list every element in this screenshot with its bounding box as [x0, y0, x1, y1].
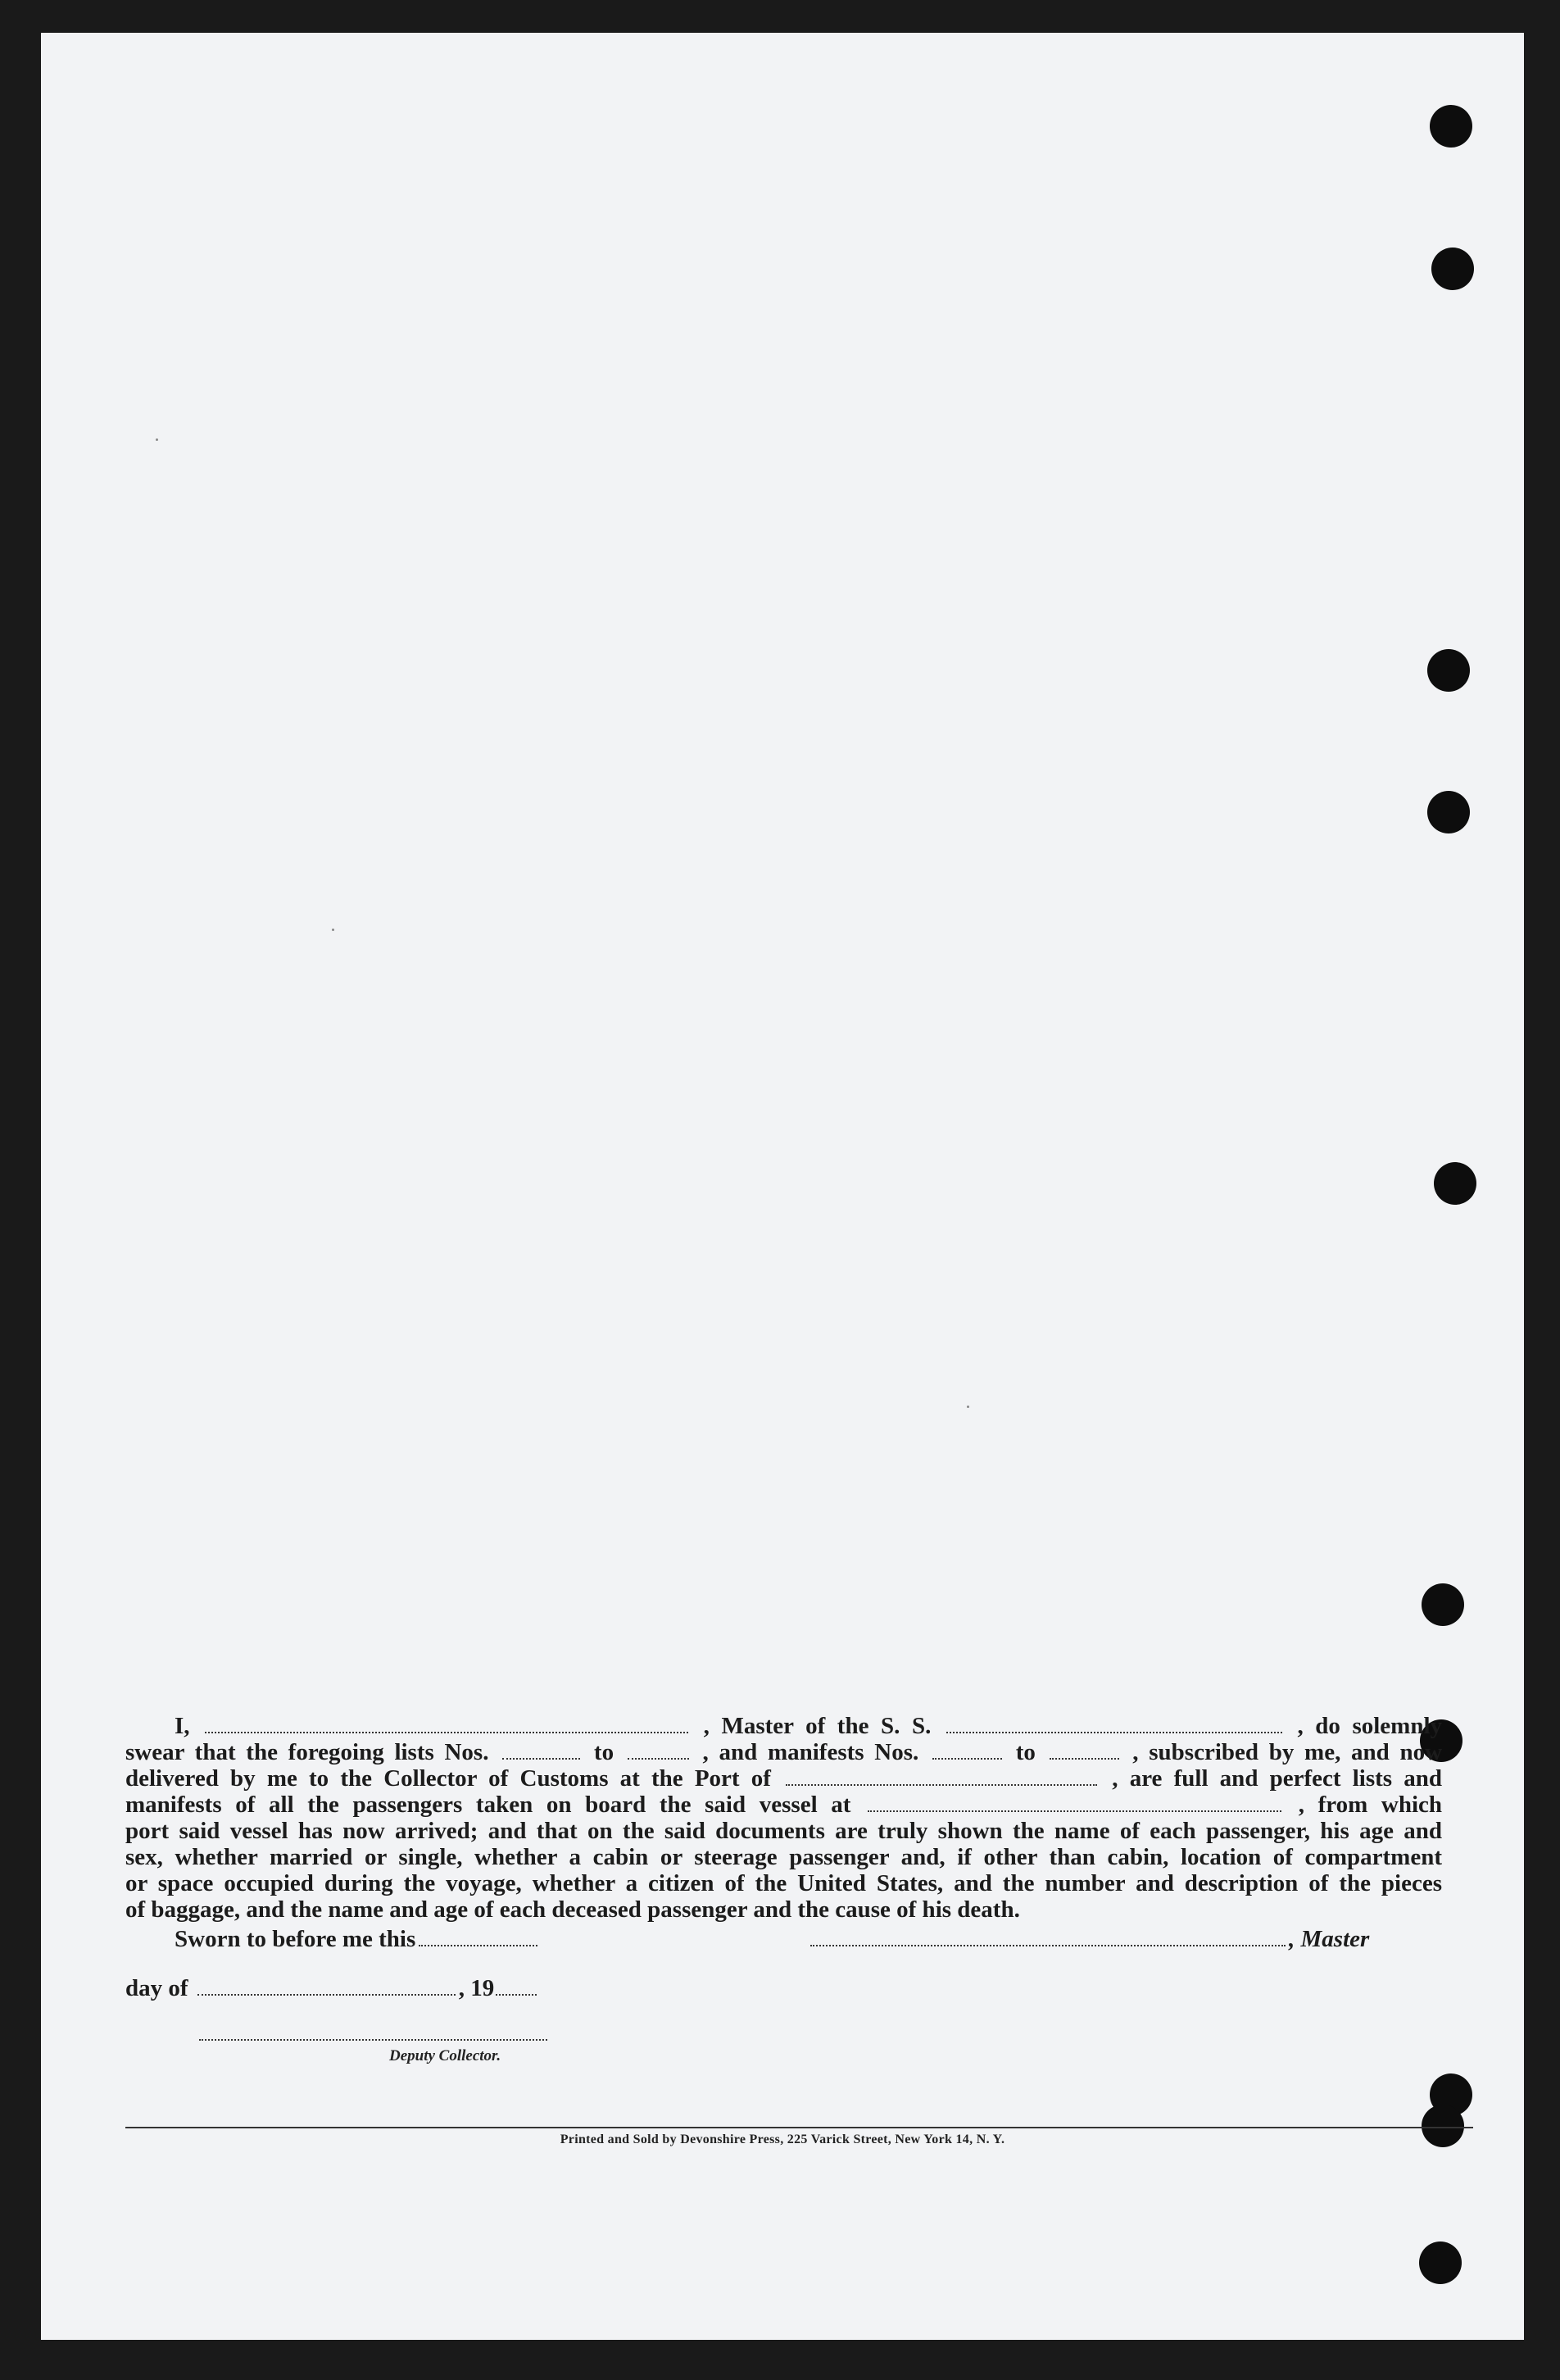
list-from-blank[interactable] — [502, 1740, 580, 1760]
printer-imprint: Printed and Sold by Devonshire Press, 225 Varick Street, New York 14, N. Y. — [560, 2132, 1005, 2146]
oath-line-1 — [125, 1713, 1442, 1739]
port-blank[interactable] — [786, 1766, 1097, 1786]
oath-line-6: sex, whether married or single, whether a cabin or steerage passenger and, if other than cabin, location of compartment — [125, 1844, 1442, 1870]
sworn-date-blank[interactable] — [419, 1927, 537, 1946]
oath-text: , are full and perfect lists and — [1112, 1765, 1443, 1792]
sworn-line — [175, 1926, 541, 1953]
footer-rule — [125, 2127, 1473, 2128]
year-label: , 19 — [458, 1975, 495, 2001]
master-name-blank[interactable] — [205, 1714, 688, 1733]
master-signature-blank[interactable] — [810, 1927, 1286, 1946]
master-label: , Master — [1289, 1926, 1370, 1952]
punch-hole — [1431, 248, 1474, 290]
oath-text: to — [593, 1739, 614, 1765]
paper-speck — [332, 929, 334, 931]
oath-line-2 — [125, 1739, 1442, 1765]
punch-hole — [1430, 105, 1472, 148]
punch-hole — [1434, 1162, 1476, 1205]
oath-text: I, — [175, 1713, 190, 1739]
month-blank[interactable] — [197, 1976, 456, 1996]
oath-line-4 — [125, 1792, 1442, 1818]
manifest-to-blank[interactable] — [1050, 1740, 1119, 1760]
deputy-signature-blank[interactable] — [199, 2021, 547, 2041]
punch-hole — [1422, 1583, 1464, 1626]
oath-text: , and manifests Nos. — [702, 1739, 919, 1765]
oath-paragraph — [125, 1713, 1442, 1923]
oath-text: manifests of all the passengers taken on board the said vessel at — [125, 1792, 851, 1818]
oath-text: , do solemnly — [1297, 1713, 1443, 1739]
oath-text: , Master of the S. S. — [703, 1713, 932, 1739]
deputy-signature-line — [199, 2020, 547, 2047]
punch-hole — [1427, 791, 1470, 833]
sworn-label: Sworn to before me this — [175, 1926, 416, 1952]
oath-text: , subscribed by me, and now — [1132, 1739, 1443, 1765]
ship-name-blank[interactable] — [946, 1714, 1282, 1733]
master-signature-line — [807, 1926, 1369, 1953]
oath-text: delivered by me to the Collector of Customs at the Port of — [125, 1765, 771, 1792]
year-blank[interactable] — [496, 1976, 537, 1996]
manifest-from-blank[interactable] — [932, 1740, 1002, 1760]
oath-text: to — [1015, 1739, 1036, 1765]
oath-line-3 — [125, 1765, 1442, 1792]
day-of-label: day of — [125, 1975, 188, 2001]
deputy-collector-caption: Deputy Collector. — [389, 2047, 501, 2064]
document-page — [41, 33, 1524, 2340]
paper-speck — [156, 438, 158, 441]
paper-speck — [967, 1406, 969, 1408]
oath-line-5: port said vessel has now arrived; and that on the said documents are truly shown the name of each passenger, his age and — [125, 1818, 1442, 1844]
oath-line-7: or space occupied during the voyage, whether a citizen of the United States, and the number and description of the pieces — [125, 1870, 1442, 1896]
day-of-line — [125, 1975, 540, 2002]
oath-text: , from which — [1298, 1792, 1443, 1818]
departure-port-blank[interactable] — [868, 1792, 1281, 1812]
list-to-blank[interactable] — [628, 1740, 689, 1760]
oath-text: swear that the foregoing lists Nos. — [125, 1739, 489, 1765]
punch-hole — [1427, 649, 1470, 692]
oath-line-8: of baggage, and the name and age of each deceased passenger and the cause of his death. — [125, 1896, 1020, 1923]
punch-hole — [1419, 2241, 1462, 2284]
